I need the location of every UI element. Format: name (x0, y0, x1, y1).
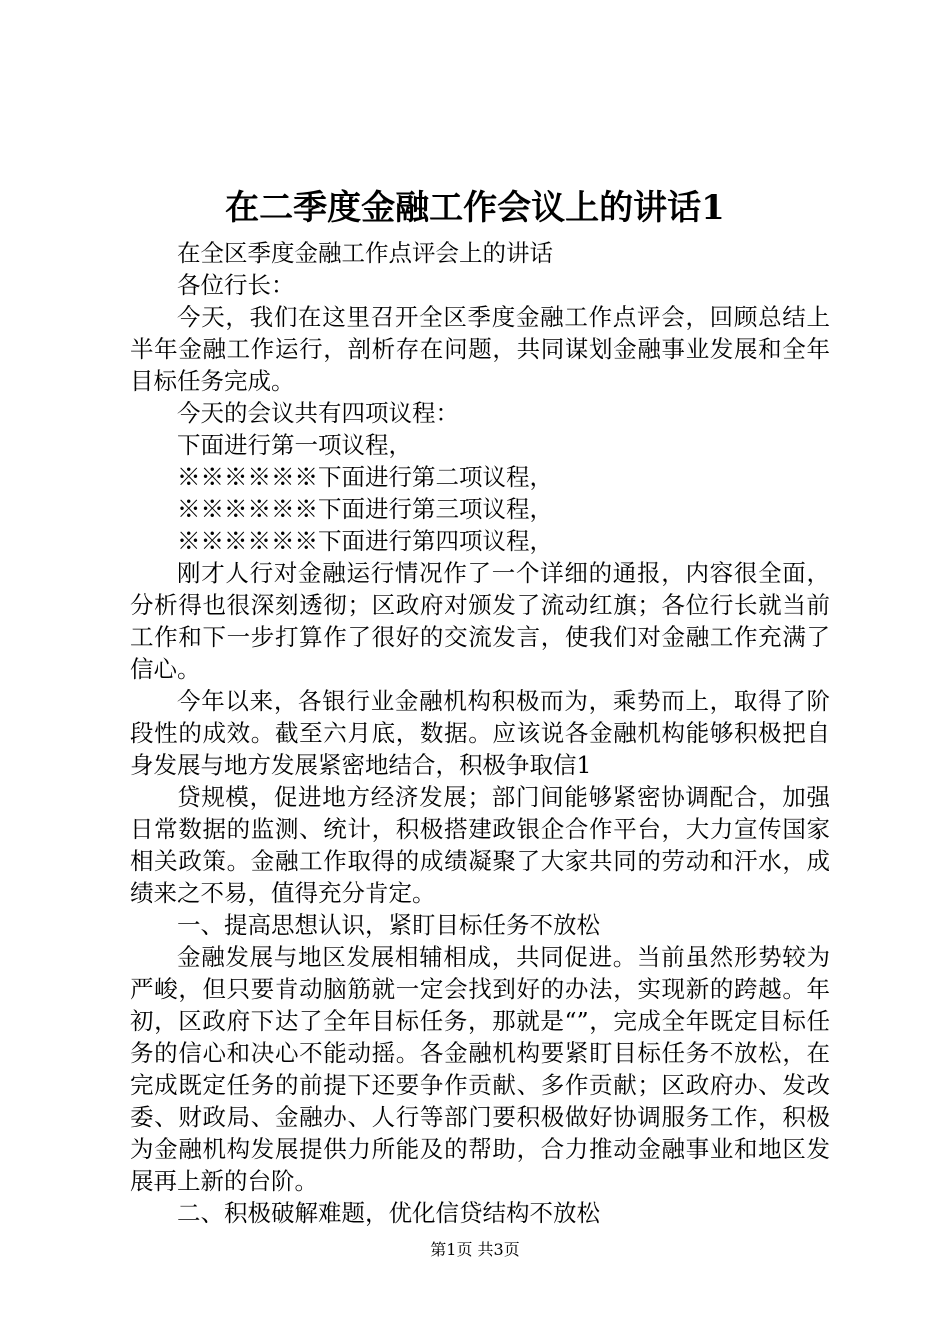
page-footer: 第1页 共3页 (430, 1240, 520, 1259)
paragraph-salutation: 各位行长： (177, 271, 295, 299)
paragraph: ※※※※※※下面进行第四项议程， (177, 527, 553, 555)
document-body (130, 237, 830, 1229)
paragraph: 金融发展与地区发展相辅相成，共同促进。当前虽然形势较为严峻，但只要肯动脑筋就一定会找到好的办法，实现新的跨越。年初，区政府下达了全年目标任务，那就是“”，完成全年既定目标任务的信心和决心不能动摇。各金融机构要紧盯目标任务不放松，在完成既定任务的前提下还要争作贡献、多作贡献；区政府办、发改委、财政局、金融办、人行等部门要积极做好协调服务工作，积极为金融机构发展提供力所能及的帮助，合力推动金融事业和地区发展再上新的台阶。 (130, 943, 830, 1195)
paragraph: 下面进行第一项议程， (177, 431, 412, 459)
paragraph: ※※※※※※下面进行第三项议程， (177, 495, 553, 523)
section-heading: 一、提高思想认识，紧盯目标任务不放松 (177, 911, 600, 939)
paragraph: 贷规模，促进地方经济发展；部门间能够紧密协调配合，加强日常数据的监测、统计，积极搭建政银企合作平台，大力宣传国家相关政策。金融工作取得的成绩凝聚了大家共同的劳动和汗水，成绩来之不易，值得充分肯定。 (130, 783, 830, 907)
paragraph: 今天，我们在这里召开全区季度金融工作点评会，回顾总结上半年金融工作运行，剖析存在问题，共同谋划金融事业发展和全年目标任务完成。 (130, 303, 830, 395)
paragraph: 刚才人行对金融运行情况作了一个详细的通报，内容很全面，分析得也很深刻透彻；区政府对颁发了流动红旗；各位行长就当前工作和下一步打算作了很好的交流发言，使我们对金融工作充满了信心。 (130, 559, 830, 683)
paragraph: ※※※※※※下面进行第二项议程， (177, 463, 553, 491)
paragraph-subtitle: 在全区季度金融工作点评会上的讲话 (177, 239, 553, 267)
section-heading: 二、积极破解难题，优化信贷结构不放松 (177, 1199, 600, 1227)
paragraph: 今年以来，各银行业金融机构积极而为，乘势而上，取得了阶段性的成效。截至六月底，数据。应该说各金融机构能够积极把自身发展与地方发展紧密地结合，积极争取信1 (130, 687, 830, 779)
paragraph: 今天的会议共有四项议程： (177, 399, 459, 427)
page-title: 在二季度金融工作会议上的讲话1 (225, 188, 725, 228)
